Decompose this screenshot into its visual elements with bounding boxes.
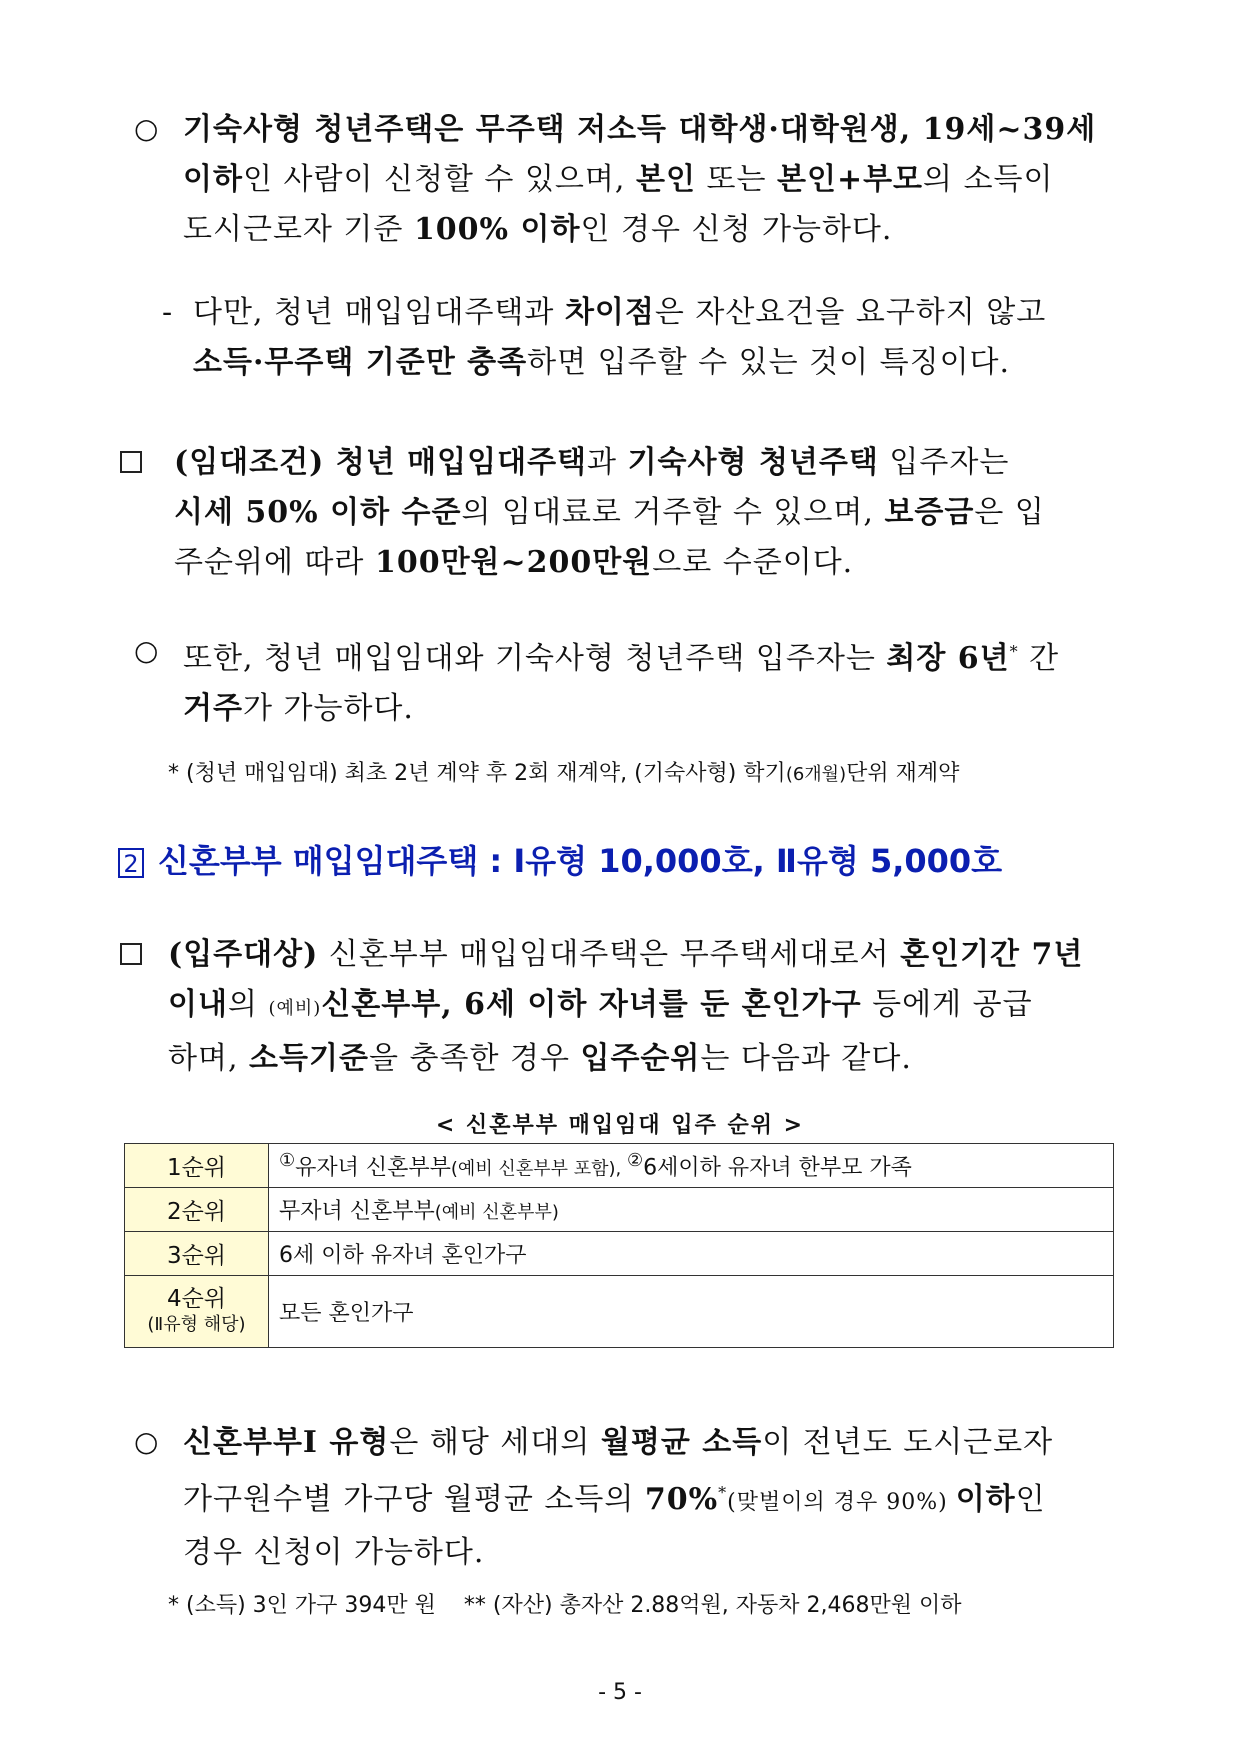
text: 인 (1015, 1482, 1046, 1517)
text-bold: 기숙사형 청년주택 (627, 445, 879, 480)
text-bold: 거주 (183, 691, 243, 726)
paragraph-income-criteria (183, 1418, 1123, 1578)
text: 의 임대료로 거주할 수 있으며, (461, 495, 885, 530)
text: 간 (1018, 641, 1060, 676)
table-row (125, 1232, 1114, 1276)
text: 은 해당 세대의 (389, 1425, 601, 1460)
text-bold: 기숙사형 청년주택은 (183, 112, 465, 147)
text: 은 입 (974, 495, 1045, 530)
footnote-text: (자산) 총자산 2.88억원, 자동차 2,468만원 이하 (492, 1593, 962, 1618)
circled-number: ① (279, 1149, 296, 1171)
text-bold: 본인+부모 (776, 162, 924, 197)
text-bold: 70% (644, 1482, 719, 1517)
table-row (125, 1188, 1114, 1232)
paragraph-difference (193, 288, 1123, 388)
text: 신혼부부 매입임대주택은 무주택세대로서 (318, 937, 901, 972)
text: 가구원수별 가구당 월평균 소득의 (183, 1482, 645, 1517)
rank-cell (125, 1276, 269, 1348)
footnote-text: (소득) 3인 가구 394만 원 (186, 1593, 436, 1618)
text: 을 충족한 경우 (368, 1041, 581, 1076)
footnote-text: 단위 재계약 (846, 761, 960, 786)
text: 등에게 공급 (861, 987, 1033, 1022)
text: 입주자는 (878, 445, 1010, 480)
text-bold: 소득기준 (249, 1041, 369, 1076)
desc-cell (269, 1276, 1114, 1348)
footnote-mark: * (718, 1483, 728, 1502)
text-bold: 차이점 (564, 295, 655, 330)
paragraph-dormitory-eligibility (183, 105, 1123, 255)
priority-table (124, 1143, 1114, 1348)
text-bold: 신혼부부Ⅰ 유형 (183, 1425, 390, 1460)
text-bold: 신혼부부, 6세 이하 자녀를 둔 혼인가구 (321, 987, 862, 1022)
text-bold: 이하 (955, 1482, 1016, 1517)
desc-text: 6세 이하 유자녀 혼인가구 (279, 1243, 527, 1268)
text: 또한, 청년 매입임대와 기숙사형 청년주택 입주자는 (183, 641, 887, 676)
text-bold: 혼인기간 7년 (900, 937, 1084, 972)
checkbox-square-icon (120, 451, 142, 477)
text-small: (맞벌이의 경우 90%) (727, 1490, 956, 1515)
text: 으로 수준이다. (652, 545, 854, 580)
text-bold: (임대조건) 청년 매입임대주택 (174, 445, 588, 480)
bullet-circle: ○ (134, 1425, 159, 1458)
text: 경우 신청이 가능하다. (183, 1535, 485, 1570)
table-row (125, 1144, 1114, 1188)
paragraph-rental-conditions (174, 438, 1124, 588)
text-small: (예비) (268, 998, 322, 1019)
paragraph-residence-period (183, 627, 1123, 734)
text: 의 (227, 987, 269, 1022)
desc-cell (269, 1188, 1114, 1232)
text: 과 (587, 445, 628, 480)
paragraph-eligibility-newlywed (168, 930, 1124, 1084)
text-bold: 월평균 소득 (600, 1425, 763, 1460)
text-bold: 100% 이하 (413, 212, 581, 247)
text-bold: 이하 (183, 162, 243, 197)
text: 인 경우 신청 가능하다. (580, 212, 893, 247)
text: 인 사람이 신청할 수 있으며, (242, 162, 636, 197)
text-bold: 무주택 저소득 대학생·대학원생, 19세~39세 (464, 112, 1097, 147)
text-bold: 입주순위 (580, 1041, 701, 1076)
circled-number: ② (621, 1149, 644, 1171)
page-number: - 5 - (598, 1680, 642, 1705)
desc-sub: (예비 신혼부부 포함), (450, 1158, 622, 1180)
footnote-income-assets (168, 1588, 1128, 1619)
text-bold: (입주대상) (168, 937, 319, 972)
desc-text: 모든 혼인가구 (279, 1301, 414, 1326)
footnote-contract (168, 756, 1128, 787)
text: 는 다음과 같다. (700, 1041, 912, 1076)
text-bold: 본인 (635, 162, 696, 197)
bullet-circle: ○ (134, 634, 159, 667)
text-bold: 최장 6년 (886, 641, 1010, 676)
footnote-text: (청년 매입임대) 최초 2년 계약 후 2회 재계약, (기숙사형) 학기 (186, 761, 786, 786)
table-caption: < 신혼부부 매입임대 입주 순위 > (435, 1113, 805, 1138)
table-row (125, 1276, 1114, 1348)
section-number-box: 2 (118, 848, 144, 878)
text: 가 가능하다. (242, 691, 414, 726)
footnote-star: * (168, 761, 179, 786)
text: 하면 입주할 수 있는 것이 특징이다. (527, 345, 1011, 380)
desc-text: 무자녀 신혼부부 (279, 1199, 435, 1224)
desc-cell (269, 1232, 1114, 1276)
text: 도시근로자 기준 (183, 212, 414, 247)
section-heading-newlywed (118, 836, 1118, 882)
desc-text: 6세이하 유자녀 한부모 가족 (643, 1155, 912, 1181)
checkbox-square-icon (120, 943, 142, 969)
footnote-star: ** (463, 1593, 486, 1618)
rank-sub-label: (Ⅱ유형 해당) (147, 1313, 246, 1335)
section-title-text: 신혼부부 매입임대주택 : Ⅰ유형 10,000호, Ⅱ유형 5,000호 (158, 842, 1003, 880)
footnote-star: * (168, 1593, 179, 1618)
text: 의 소득이 (923, 162, 1054, 197)
dash-marker: - (162, 295, 174, 330)
desc-text: 유자녀 신혼부부 (295, 1155, 451, 1181)
footnote-mark: * (1009, 642, 1019, 661)
text: 이 전년도 도시근로자 (762, 1425, 1054, 1460)
desc-sub: (예비 신혼부부) (434, 1202, 559, 1223)
text: 또는 (695, 162, 777, 197)
text-bold: 소득·무주택 기준만 충족 (193, 345, 528, 380)
text-bold: 보증금 (884, 495, 975, 530)
desc-cell (269, 1144, 1114, 1188)
text-bold: 100만원~200만원 (374, 545, 653, 580)
bullet-circle: ○ (134, 112, 159, 145)
rank-cell: 2순위 (125, 1188, 269, 1232)
rank-cell: 1순위 (125, 1144, 269, 1188)
text-bold: 이내 (168, 987, 228, 1022)
rank-cell: 3순위 (125, 1232, 269, 1276)
text: 은 자산요건을 요구하지 않고 (654, 295, 1047, 330)
text: 하며, (168, 1041, 250, 1076)
text: 주순위에 따라 (174, 545, 375, 580)
text: 다만, 청년 매입임대주택과 (193, 295, 565, 330)
footnote-small: (6개월) (785, 764, 847, 785)
text-bold: 시세 50% 이하 수준 (174, 495, 462, 530)
rank-label: 4순위 (166, 1285, 227, 1312)
